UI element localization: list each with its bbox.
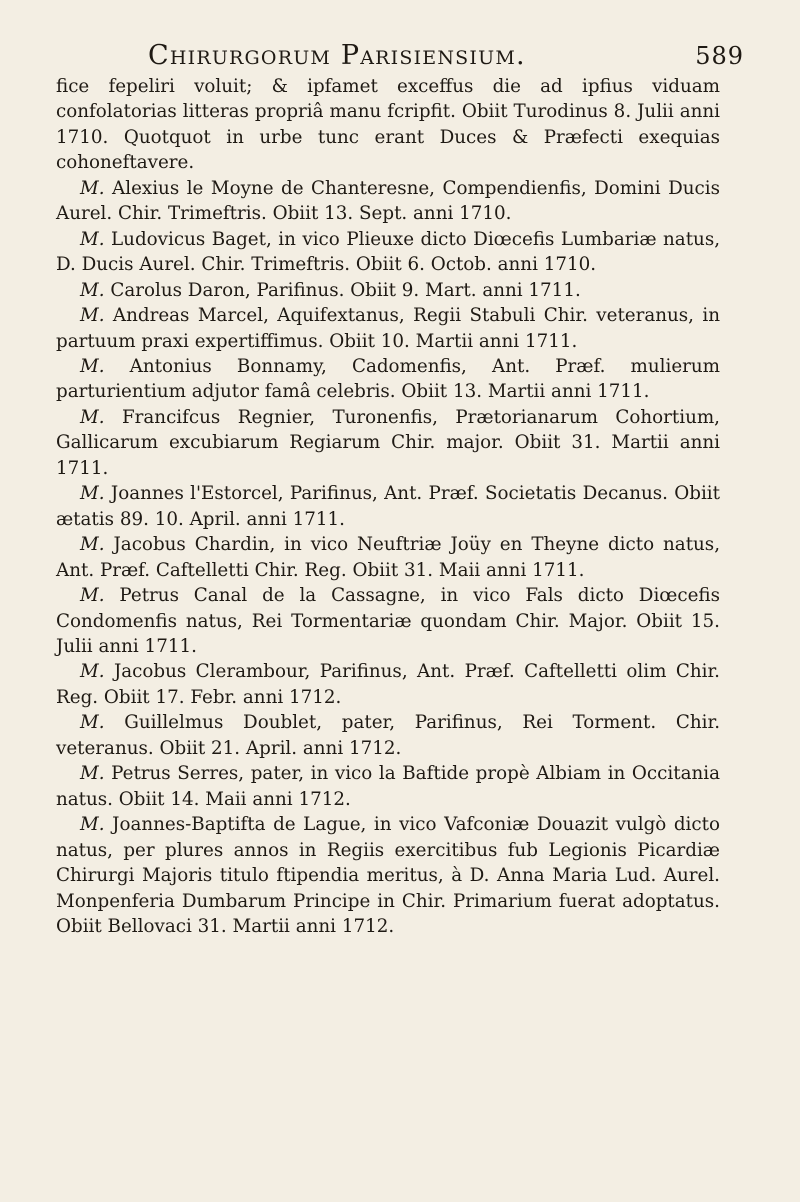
entry-3-prefix: M.	[80, 279, 105, 301]
entry-0-text: fice fepeliri voluit; & ipfamet exceffus die ad ipfius viduam confolatorias litteras propriâ manu fcripfit. Obiit Turodinus 8. Julii anni 1710. Quotquot in urbe tunc erant Duces & Præfecti exequias cohoneftavere.	[56, 76, 720, 174]
running-header: Chirurgorum Parisiensium.	[148, 40, 526, 71]
entry-3	[56, 278, 720, 303]
entry-1	[56, 176, 720, 227]
entry-9-text: Petrus Canal de la Cassagne, in vico Fals dicto Diœcefis Condomenfis natus, Rei Tormentariæ quondam Chir. Major. Obiit 15. Julii anni 1711.	[56, 585, 721, 657]
entry-5-text: Antonius Bonnamy, Cadomenfis, Ant. Præf. mulierum parturientium adjutor famâ celebris. Obiit 13. Martii anni 1711.	[56, 355, 721, 403]
entry-7-text: Joannes l'Estorcel, Parifinus, Ant. Præf. Societatis Decanus. Obiit ætatis 89. 10. April. anni 1711.	[56, 483, 720, 530]
entry-9	[56, 583, 720, 659]
entry-11-prefix: M.	[80, 712, 105, 734]
entry-6	[56, 405, 720, 481]
entry-7-prefix: M.	[80, 483, 105, 505]
entry-1-prefix: M.	[80, 177, 105, 199]
entry-8	[56, 532, 720, 583]
entry-11-text: Guillelmus Doublet, pater, Parifinus, Rei Torment. Chir. veteranus. Obiit 21. April. anni 1712.	[56, 712, 721, 759]
entry-12	[56, 761, 720, 812]
entry-7	[56, 481, 720, 532]
entry-13-prefix: M.	[80, 814, 105, 836]
entry-2	[56, 227, 720, 278]
entry-10	[56, 659, 720, 710]
entry-11	[56, 710, 720, 761]
entry-12-text: Petrus Serres, pater, in vico la Baftide propè Albiam in Occitania natus. Obiit 14. Maii anni 1712.	[56, 763, 720, 810]
entry-4-text: Andreas Marcel, Aquifextanus, Regii Stabuli Chir. veteranus, in partuum praxi expertiffimus. Obiit 10. Martii anni 1711.	[56, 305, 720, 352]
entry-2-text: Ludovicus Baget, in vico Plieuxe dicto Diœcefis Lumbariæ natus, D. Ducis Aurel. Chir. Trimeftris. Obiit 6. Octob. anni 1710.	[56, 228, 721, 276]
entry-10-text: Jacobus Clerambour, Parifinus, Ant. Præf. Caftelletti olim Chir. Reg. Obiit 17. Febr. anni 1712.	[56, 661, 720, 708]
obituary-list	[56, 74, 720, 939]
entry-8-text: Jacobus Chardin, in vico Neuftriæ Joüy en Theyne dicto natus, Ant. Præf. Caftelletti Chir. Reg. Obiit 31. Maii anni 1711.	[56, 534, 721, 581]
entry-6-prefix: M.	[80, 406, 105, 428]
page-number: 589	[695, 42, 744, 70]
entry-0	[56, 74, 720, 176]
entry-12-prefix: M.	[80, 763, 105, 785]
entry-4-prefix: M.	[80, 305, 105, 327]
entry-8-prefix: M.	[80, 534, 105, 556]
entry-4	[56, 303, 720, 354]
entry-5	[56, 354, 720, 405]
entry-2-prefix: M.	[80, 228, 105, 250]
entry-6-text: Francifcus Regnier, Turonenfis, Prætorianarum Cohortium, Gallicarum excubiarum Regiarum Chir. major. Obiit 31. Martii anni 1711.	[56, 406, 720, 479]
entry-3-text: Carolus Daron, Parifinus. Obiit 9. Mart. anni 1711.	[110, 279, 581, 301]
entry-10-prefix: M.	[80, 661, 105, 683]
entry-9-prefix: M.	[80, 585, 105, 607]
entry-13	[56, 812, 720, 939]
entry-13-text: Joannes-Baptifta de Lague, in vico Vafconiæ Douazit vulgò dicto natus, per plures annos in Regiis exercitibus fub Legionis Picardiæ Chirurgi Majoris titulo ftipendia meritus, à D. Anna Maria Lud. Aurel. Monpenferia Dumbarum Principe in Chir. Primarium fuerat adoptatus. Obiit Bellovaci 31. Martii anni 1712.	[56, 814, 720, 937]
entry-1-text: Alexius le Moyne de Chanteresne, Compendienfis, Domini Ducis Aurel. Chir. Trimeftris. Obiit 13. Sept. anni 1710.	[56, 177, 720, 225]
entry-5-prefix: M.	[80, 355, 105, 377]
